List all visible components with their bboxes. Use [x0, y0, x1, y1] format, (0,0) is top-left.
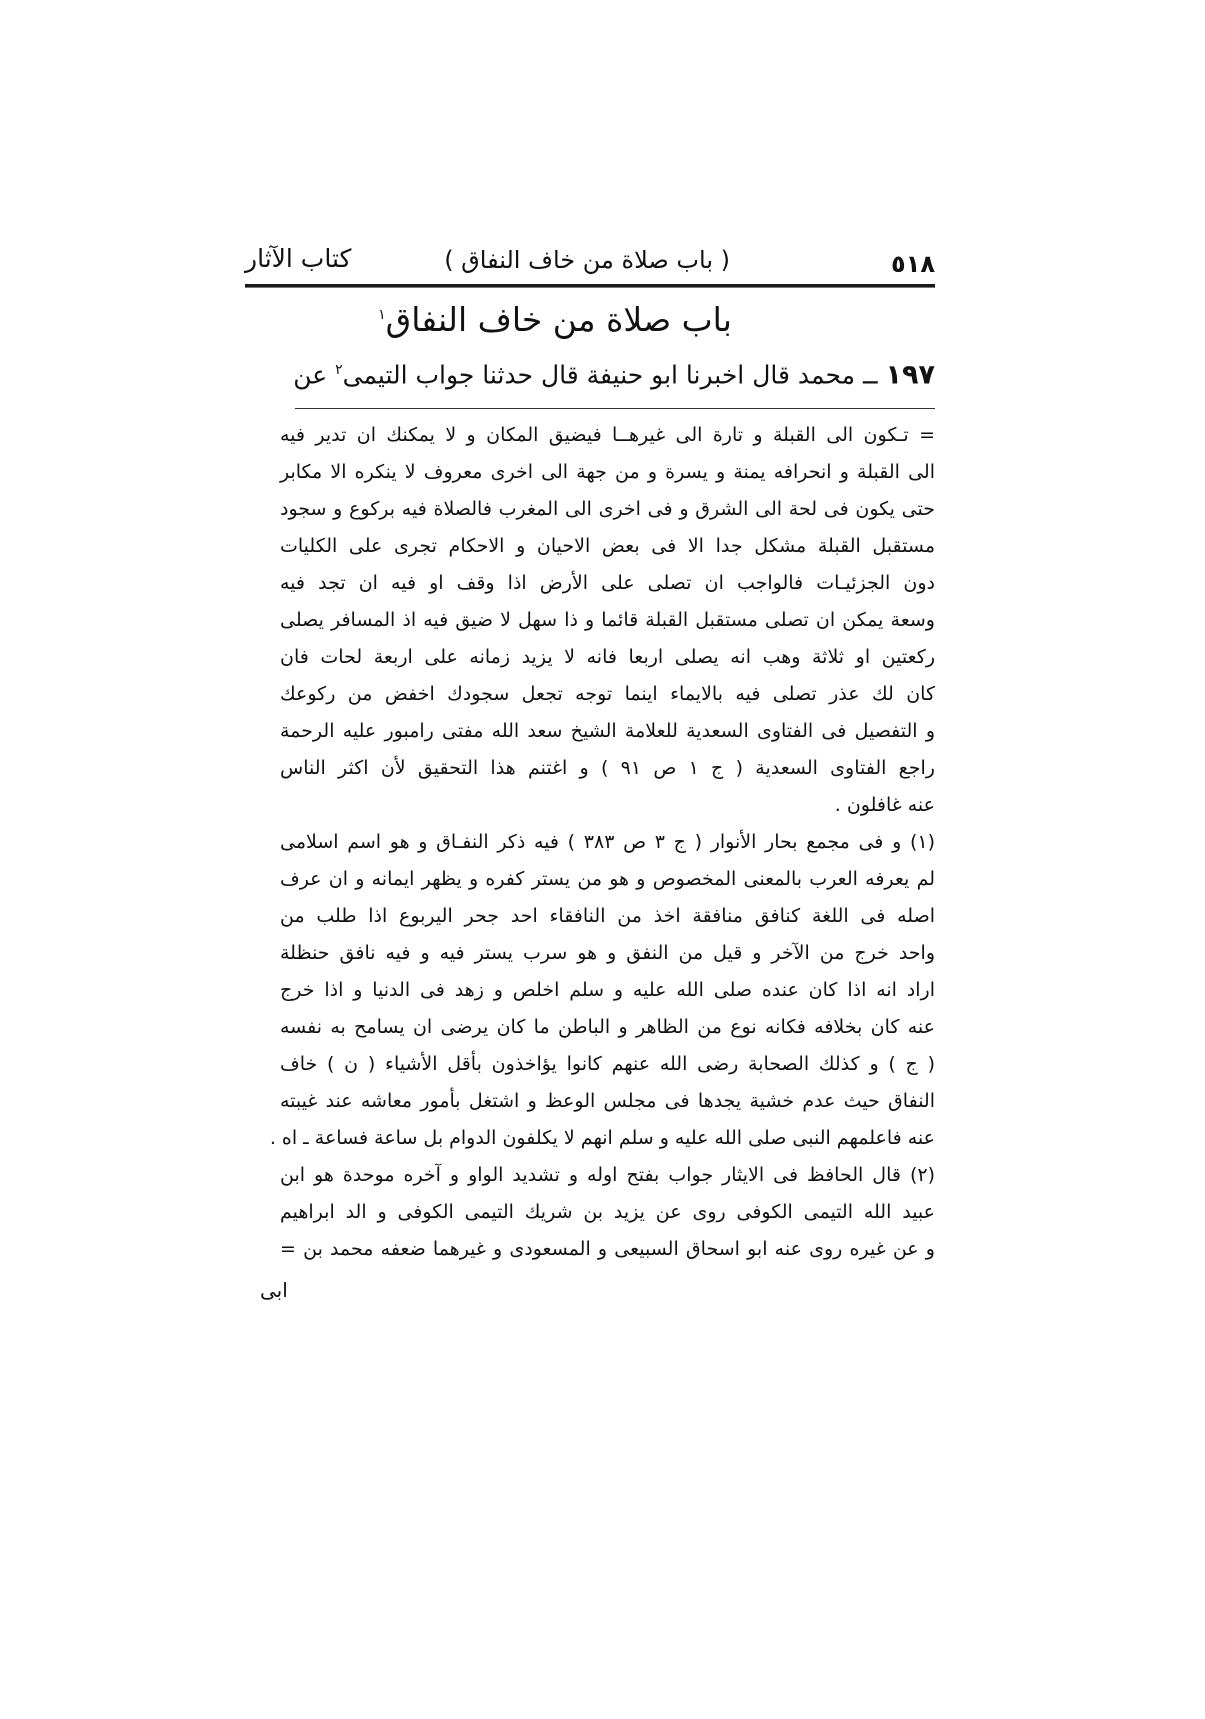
hadith-line [245, 347, 935, 398]
note-line: = تـكون الى القبلة و تارة الى غيرهــا فيضيق المكان و لا يمكنك ان تدير فيه [280, 424, 935, 447]
footnote-marker: (١) [909, 831, 935, 854]
book-page [245, 240, 935, 1309]
note-line: عبيد الله التيمى الكوفى روى عن يزيد بن شريك التيمى الكوفى و الد ابراهيم [280, 1201, 935, 1224]
note-line: النفاق حيث عدم خشية يجدها فى مجلس الوعظ و اشتغل بأمور معاشه عند غيبته [280, 1090, 935, 1113]
note-line: ركعتين او ثلاثة وهب انه يصلى اربعا فانه لا يزيد زمانه على اربعة لحات فان [280, 646, 935, 669]
note-line [280, 1157, 935, 1194]
note-line: اصله فى اللغة كنافق منافقة اخذ من النافقاء احد جحر اليربوع اذا طلب من [280, 905, 935, 928]
catchword: ابى [260, 1278, 288, 1303]
note-line: راجع الفتاوى السعدية ( ج ١ ص ٩١ ) و اغتنم هذا التحقيق لأن اكثر الناس [280, 757, 935, 780]
note-line [280, 824, 935, 861]
book-title: كتاب الآثار [245, 244, 352, 273]
page-number: ٥١٨ [891, 250, 935, 278]
note-line: عنه غافلون . [834, 794, 935, 817]
header-rule [245, 284, 935, 288]
footnote-ref-1: ١ [378, 307, 386, 323]
note-line: و عن غيره روى عنه ابو اسحاق السبيعى و المسعودى و غيرهما ضعفه محمد بن = [280, 1238, 935, 1261]
chapter-title [245, 300, 935, 339]
note-line: دون الجزئيـات فالواجب ان تصلى على الأرض اذا وقف او فيه ان تجد فيه [280, 572, 935, 595]
note-line: مستقبل القبلة مشكل جدا الا فى بعض الاحيان و الاحكام تجرى على الكليات [280, 535, 935, 558]
note-line: ( ج ) و كذلك الصحابة رضى الله عنهم كانوا يؤاخذون بأقل الأشياء ( ن ) خاف [280, 1053, 935, 1076]
note-line: الى القبلة و انحرافه يمنة و يسرة و من جهة الى اخرى معروف لا ينكره الا مكابر [280, 461, 935, 484]
note-text: و فى مجمع بحار الأنوار ( ج ٣ ص ٣٨٣ ) فيه ذكر النفـاق و هو اسم اسلامى [280, 831, 902, 854]
running-head [245, 240, 935, 284]
note-text: قال الحافظ فى الايثار جواب بفتح اوله و تشديد الواو و آخره موحدة هو ابن [280, 1164, 901, 1187]
note-line: كان لك عذر تصلى فيه بالايماء اينما توجه تجعل سجودك اخفض من ركوعك [280, 683, 935, 706]
footnote-marker: (٢) [909, 1164, 935, 1187]
note-line: عنه فاعلمهم النبى صلى الله عليه و سلم انهم لا يكلفون الدوام بل ساعة فساعة ـ اه . [269, 1127, 935, 1150]
note-line: وسعة يمكن ان تصلى مستقبل القبلة قائما و ذا سهل لا ضيق فيه اذ المسافر يصلى [280, 609, 935, 632]
note-line: لم يعرفه العرب بالمعنى المخصوص و هو من يستر كفره و يظهر ايمانه و ان عرف [280, 868, 935, 891]
running-chapter-title: ( باب صلاة من خاف النفاق ) [444, 246, 730, 274]
hadith-dash: ــ [862, 360, 878, 390]
footnote-1 [245, 824, 935, 1157]
note-line: اراد انه اذا كان عنده صلى الله عليه و سلم اخلص و زهد فى الدنيا و اذا خرج [280, 979, 935, 1002]
chapter-title-text: باب صلاة من خاف النفاق [385, 300, 732, 339]
footnote-ref-2: ٢ [335, 362, 343, 378]
note-line: و التفصيل فى الفتاوى السعدية للعلامة الشيخ سعد الله مفتى رامبور عليه الرحمة [280, 720, 935, 743]
footnote-separator [295, 408, 935, 409]
note-line: حتى يكون فى لحة الى الشرق و فى اخرى الى المغرب فالصلاة فيه بركوع و سجود [280, 498, 935, 521]
hadith-trailing: عن [293, 360, 328, 390]
note-line: عنه كان بخلافه فكانه نوع من الظاهر و الباطن ما كان يرضى ان يسامح به نفسه [280, 1016, 935, 1039]
hadith-number: ١٩٧ [885, 359, 935, 391]
hadith-text: محمد قال اخبرنا ابو حنيفة قال حدثنا جواب التيمى [342, 360, 855, 390]
footnote-2 [245, 1157, 935, 1268]
note-line: واحد خرج من الآخر و قيل من النفق و هو سرب يستر فيه و فيه نافق حنظلة [280, 942, 935, 965]
footnotes-area [245, 417, 935, 1309]
continued-note [245, 417, 935, 824]
